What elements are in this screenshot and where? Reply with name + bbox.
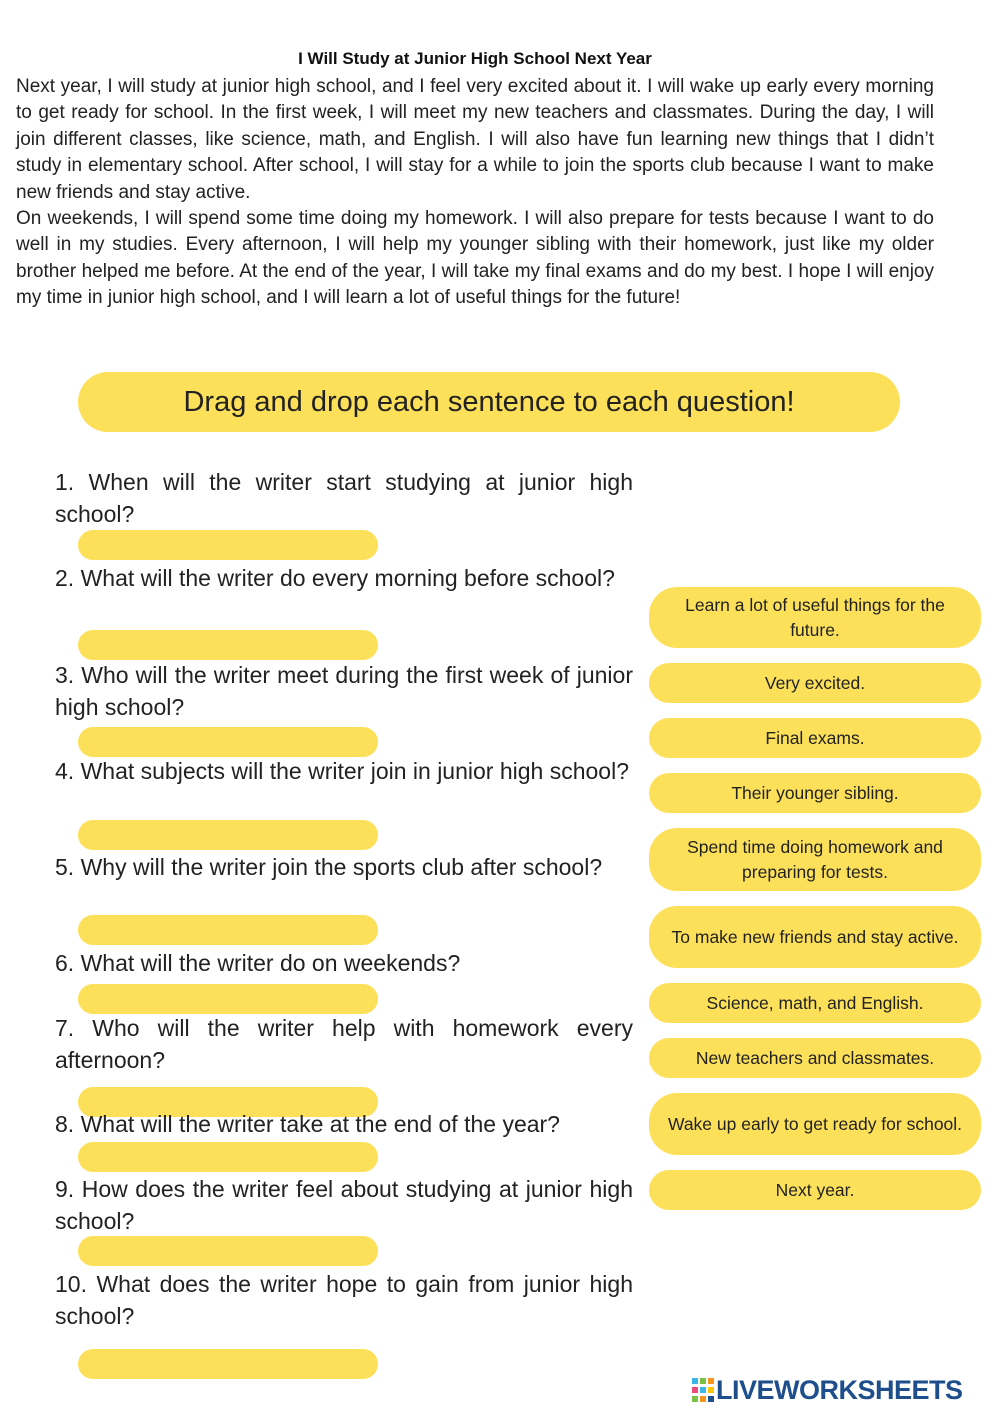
liveworksheets-logo [692, 1375, 963, 1405]
question-2: 2. What will the writer do every morning before school? [55, 565, 615, 591]
answer-drop-slot-10[interactable] [78, 1349, 378, 1379]
reading-passage [16, 74, 934, 312]
draggable-answer-option[interactable]: New teachers and classmates. [649, 1038, 981, 1078]
passage-paragraph-1: Next year, I will study at junior high school, and I feel very excited about it. I will wake up early every morning to get ready for school. In the first week, I will meet my new teachers and classmates. During the day, I will join different classes, like science, math, and English. I will also have fun learning new things that I didn’t study in elementary school. After school, I will stay for a while to join the sports club because I want to make new friends and stay active. [16, 76, 934, 203]
question-7: 7. Who will the writer help with homework every afternoon? [55, 1015, 633, 1073]
draggable-answer-option[interactable]: Their younger sibling. [649, 773, 981, 813]
answer-drop-slot-3[interactable] [78, 727, 378, 757]
answer-drop-slot-4[interactable] [78, 820, 378, 850]
draggable-answer-option[interactable]: Next year. [649, 1170, 981, 1210]
question-3: 3. Who will the writer meet during the first week of junior high school? [55, 662, 633, 720]
answer-drop-slot-2[interactable] [78, 630, 378, 660]
question-5: 5. Why will the writer join the sports club after school? [55, 854, 603, 880]
answer-drop-slot-8[interactable] [78, 1142, 378, 1172]
question-9: 9. How does the writer feel about studying at junior high school? [55, 1176, 633, 1234]
instruction-text: Drag and drop each sentence to each question! [183, 385, 795, 418]
question-4: 4. What subjects will the writer join in junior high school? [55, 758, 629, 784]
passage-paragraph-2: On weekends, I will spend some time doing my homework. I will also prepare for tests because I want to do well in my studies. Every afternoon, I will help my younger sibling with their homework, just like my older brother helped me before. At the end of the year, I will take my final exams and do my best. I hope I will enjoy my time in junior high school, and I will learn a lot of useful things for the future! [16, 208, 934, 309]
liveworksheets-logo-icon [692, 1378, 714, 1402]
question-1: 1. When will the writer start studying at junior high school? [55, 469, 633, 527]
answer-drop-slot-9[interactable] [78, 1236, 378, 1266]
draggable-answer-option[interactable]: Spend time doing homework and preparing for tests. [649, 828, 981, 891]
worksheet-title: I Will Study at Junior High School Next Year [298, 49, 652, 68]
liveworksheets-logo-text: LIVEWORKSHEETS [716, 1374, 963, 1405]
question-8: 8. What will the writer take at the end of the year? [55, 1111, 560, 1137]
draggable-answer-option[interactable]: To make new friends and stay active. [649, 906, 981, 968]
draggable-answer-option[interactable]: Final exams. [649, 718, 981, 758]
draggable-answer-option[interactable]: Science, math, and English. [649, 983, 981, 1023]
draggable-answer-option[interactable]: Learn a lot of useful things for the future. [649, 587, 981, 648]
answer-drop-slot-6[interactable] [78, 984, 378, 1014]
question-10: 10. What does the writer hope to gain from junior high school? [55, 1271, 633, 1329]
answer-drop-slot-1[interactable] [78, 530, 378, 560]
question-6: 6. What will the writer do on weekends? [55, 950, 461, 976]
draggable-answer-option[interactable]: Wake up early to get ready for school. [649, 1093, 981, 1155]
draggable-answer-option[interactable]: Very excited. [649, 663, 981, 703]
answer-drop-slot-5[interactable] [78, 915, 378, 945]
instruction-banner [78, 372, 900, 432]
